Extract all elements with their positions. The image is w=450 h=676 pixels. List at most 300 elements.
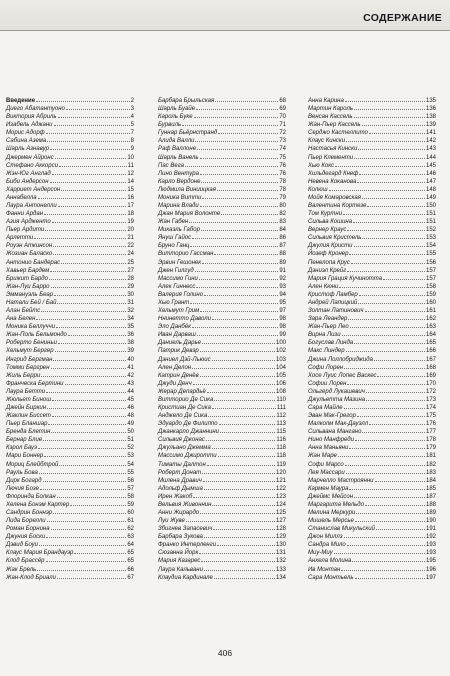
toc-entry-page: 79 [279, 194, 286, 201]
toc-entry-name: Кармен Маура [308, 485, 349, 492]
toc-entry-page: 175 [425, 413, 436, 420]
toc-entry [6, 96, 134, 104]
toc-entry-page: 36 [127, 332, 134, 339]
toc-entry [158, 573, 286, 581]
dot-leader [354, 241, 425, 247]
toc-entry-name: Жозиан Баласко [6, 251, 53, 258]
toc-entry-page: 192 [425, 534, 436, 541]
toc-entry [6, 500, 134, 508]
toc-entry-page: 28 [127, 275, 134, 282]
dot-leader [347, 379, 425, 385]
toc-entry [6, 306, 134, 314]
toc-entry [158, 419, 286, 427]
dot-leader [350, 322, 425, 328]
dot-leader [38, 443, 126, 449]
toc-entry-name: Ана Белен [6, 316, 36, 323]
toc-entry-page: 42 [127, 372, 134, 379]
toc-entry [6, 395, 134, 403]
toc-entry-name: Мойя Комаровская [308, 194, 361, 201]
toc-entry-page: 172 [425, 388, 436, 395]
dot-leader [334, 548, 425, 554]
toc-entry-page: 32 [127, 308, 134, 315]
toc-entry [6, 403, 134, 411]
toc-entry-page: 17 [127, 203, 134, 210]
toc-entry-page: 74 [279, 146, 286, 153]
toc-entry [158, 338, 286, 346]
toc-entry [158, 96, 286, 104]
toc-entry-page: 10 [127, 154, 134, 161]
toc-entry [158, 565, 286, 573]
toc-entry-page: 83 [279, 219, 286, 226]
toc-entry-page: 105 [275, 372, 286, 379]
toc-entry-page: 130 [275, 542, 286, 549]
toc-entry-page: 138 [425, 114, 436, 121]
dot-leader [46, 556, 127, 562]
toc-entry [158, 266, 286, 274]
dot-leader [215, 96, 278, 102]
toc-entry [6, 330, 134, 338]
toc-entry [6, 185, 134, 193]
toc-entry-page: 166 [425, 348, 436, 355]
toc-entry-page: 191 [425, 526, 436, 533]
toc-entry [6, 241, 134, 249]
toc-entry [308, 217, 436, 225]
toc-entry-name: Клаус Мария Брандауэр [6, 550, 74, 557]
toc-entry [308, 330, 436, 338]
dot-leader [203, 476, 275, 482]
dot-leader [346, 468, 425, 474]
toc-entry-page: 116 [276, 437, 286, 444]
dot-leader [358, 144, 425, 150]
toc-entry-name: Жан-Луи Барро [6, 283, 50, 290]
toc-entry-page: 176 [425, 421, 436, 428]
dot-leader [212, 500, 275, 506]
toc-entry [158, 217, 286, 225]
toc-entry-name: Джульетта Мазина [308, 396, 366, 403]
toc-entry-page: 9 [130, 146, 134, 153]
toc-entry [6, 532, 134, 540]
dot-leader [49, 274, 126, 280]
toc-entry [6, 225, 134, 233]
dot-leader [354, 153, 425, 159]
toc-entry [308, 193, 436, 201]
dot-leader [34, 233, 126, 239]
toc-entry-name: Изабель Аджани [6, 122, 53, 129]
toc-entry-name: Франко Интерленги [158, 542, 217, 549]
toc-entry-name: Джон Миллз [308, 534, 343, 541]
toc-entry-name: Вернер Краус [308, 227, 347, 234]
toc-entry-page: 70 [279, 114, 286, 121]
dot-leader [377, 371, 425, 377]
dot-leader [51, 363, 127, 369]
toc-entry-page: 49 [127, 421, 134, 428]
toc-entry-page: 111 [276, 404, 286, 411]
dot-leader [366, 387, 425, 393]
dot-leader [39, 468, 126, 474]
toc-entry-name: Антонио Бандерас [6, 259, 61, 266]
toc-entry [6, 169, 134, 177]
toc-entry-name: Жюльет Бинош [6, 396, 52, 403]
toc-entry-page: 133 [275, 566, 286, 573]
dot-leader [53, 241, 126, 247]
toc-entry-page: 91 [279, 267, 286, 274]
toc-entry-name: Мартин Кароль [308, 106, 353, 113]
toc-entry [158, 258, 286, 266]
toc-entry-page: 131 [275, 550, 286, 557]
toc-entry [158, 306, 286, 314]
toc-entry-page: 182 [425, 461, 436, 468]
toc-entry [6, 484, 134, 492]
toc-entry-name: Роберто Бениньи [6, 340, 57, 347]
toc-entry [158, 161, 286, 169]
toc-entry-page: 110 [276, 396, 286, 403]
toc-entry-name: Роберт Донат [158, 469, 202, 476]
toc-entry [6, 104, 134, 112]
toc-entry-page: 57 [127, 485, 134, 492]
dot-leader [37, 565, 126, 571]
toc-entry [158, 112, 286, 120]
toc-entry [158, 233, 286, 241]
toc-entry-page: 153 [425, 235, 436, 242]
toc-entry-page: 38 [127, 340, 134, 347]
dot-leader [349, 484, 425, 490]
toc-entry [6, 161, 134, 169]
toc-entry-name: Мелина Меркури [308, 509, 356, 516]
dot-leader [200, 169, 278, 175]
dot-leader [192, 233, 278, 239]
dot-leader [52, 411, 126, 417]
toc-entry-page: 87 [279, 243, 286, 250]
toc-entry-page: 164 [425, 332, 436, 339]
dot-leader [200, 153, 279, 159]
dot-leader [335, 161, 425, 167]
toc-entry-name: Валерия Голино [158, 291, 204, 298]
toc-entry-page: 63 [127, 534, 134, 541]
toc-entry-page: 106 [275, 380, 286, 387]
toc-entry-name: Мария Грация Кучинотта [308, 275, 383, 282]
toc-entry-name: Лаура Бетти [6, 388, 46, 395]
toc-entry [308, 524, 436, 532]
toc-entry-page: 165 [425, 340, 436, 347]
toc-entry-name: Богуслав Линда [308, 340, 354, 347]
toc-entry-name: Джан Мария Волонте [158, 211, 221, 218]
toc-entry [158, 500, 286, 508]
toc-entry-name: Патрик Девэр [158, 348, 199, 355]
toc-entry-page: 2 [130, 98, 134, 104]
dot-leader [362, 193, 425, 199]
dot-leader [356, 508, 425, 514]
toc-entry-page: 35 [127, 324, 134, 331]
toc-entry-page: 98 [279, 324, 286, 331]
toc-entry [158, 556, 286, 564]
toc-entry-name: Хосе Луис Лопес Васкес [308, 372, 377, 379]
toc-entry-page: 27 [127, 267, 134, 274]
toc-entry [308, 427, 436, 435]
toc-entry [158, 144, 286, 152]
toc-entry-page: 93 [279, 283, 286, 290]
dot-leader [48, 419, 126, 425]
toc-entry-page: 52 [127, 445, 134, 452]
toc-entry [158, 120, 286, 128]
toc-entry [158, 128, 286, 136]
toc-entry-name: Сильвия Джонас [158, 437, 205, 444]
dot-leader [46, 532, 126, 538]
toc-entry-page: 144 [425, 154, 436, 161]
dot-leader [343, 209, 425, 215]
toc-entry-name: Пас Вега [158, 162, 184, 169]
toc-entry-page: 80 [279, 203, 286, 210]
toc-entry [6, 419, 134, 427]
dot-leader [55, 153, 127, 159]
toc-entry-page: 60 [127, 509, 134, 516]
toc-entry [158, 516, 286, 524]
toc-entry-page: 143 [425, 146, 436, 153]
toc-entry [308, 169, 436, 177]
toc-entry [308, 104, 436, 112]
page-number: 406 [217, 648, 233, 658]
dot-leader [349, 249, 425, 255]
toc-entry [158, 290, 286, 298]
toc-entry [6, 524, 134, 532]
toc-entry-page: 59 [127, 501, 134, 508]
dot-leader [56, 322, 126, 328]
dot-leader [51, 524, 127, 530]
toc-entry-page: 21 [127, 235, 134, 242]
toc-entry-page: 118 [276, 453, 286, 460]
toc-entry-page: 98 [279, 316, 286, 323]
dot-leader [351, 258, 425, 264]
dot-leader [207, 387, 275, 393]
toc-entry [158, 169, 286, 177]
dot-leader [59, 460, 126, 466]
dot-leader [57, 492, 127, 498]
toc-entry-page: 39 [127, 348, 134, 355]
dot-leader [197, 144, 278, 150]
toc-entry-page: 177 [425, 429, 436, 436]
toc-entry [6, 379, 134, 387]
toc-column-1 [6, 96, 134, 581]
toc-entry-page: 41 [127, 364, 134, 371]
toc-entry-name: Сильвана Мангано [308, 429, 362, 436]
toc-entry [308, 128, 436, 136]
toc-entry-page: 76 [279, 162, 286, 169]
toc-entry-name: Вельвия Живоннин [158, 501, 212, 508]
dot-leader [201, 225, 278, 231]
toc-entry-name: Сандра Мило [308, 542, 346, 549]
toc-entry-page: 40 [127, 356, 134, 363]
dot-leader [52, 395, 126, 401]
dot-leader [362, 233, 425, 239]
dot-leader [345, 460, 425, 466]
toc-entry-page: 88 [279, 251, 286, 258]
dot-leader [47, 516, 127, 522]
dot-leader [47, 403, 126, 409]
toc-entry [308, 573, 436, 581]
toc-entry-name: Эло Данбёк [158, 324, 191, 331]
dot-leader [217, 185, 278, 191]
toc-entry-page: 155 [425, 251, 436, 258]
page-title: СОДЕРЖАНИЕ [363, 12, 442, 24]
toc-entry-page: 64 [127, 542, 134, 549]
toc-entry-page: 127 [275, 518, 286, 525]
toc-entry [158, 492, 286, 500]
toc-entry-page: 62 [127, 526, 134, 533]
toc-entry [308, 492, 436, 500]
toc-entry [308, 209, 436, 217]
toc-entry-name: Нино Манфреди [308, 437, 354, 444]
toc-entry [158, 427, 286, 435]
toc-entry-name: Томми Бергрен [6, 364, 50, 371]
toc-entry-name: Иван Дарваш [158, 332, 196, 339]
toc-entry-name: Эрвин Гешонек [158, 259, 202, 266]
toc-entry-page: 142 [425, 138, 436, 145]
toc-entry-name: Колюш [308, 186, 328, 193]
dot-leader [54, 290, 126, 296]
toc-entry-name: Адольф Дымша [158, 485, 203, 492]
toc-entry-page: 121 [275, 477, 286, 484]
toc-entry-name: Жан-Пьер Кассель [308, 122, 361, 129]
toc-entry-page: 14 [127, 178, 134, 185]
toc-entry-name: Мария Казарес [158, 558, 201, 565]
toc-entry-page: 82 [279, 211, 286, 218]
toc-entry [308, 460, 436, 468]
toc-entry-name: Барбара Зукова [158, 534, 203, 541]
dot-leader [367, 201, 425, 207]
toc-entry-name: Мари Боннер [6, 453, 44, 460]
toc-entry-name: Пьер Бланшар [6, 421, 48, 428]
toc-entry [308, 298, 436, 306]
dot-leader [212, 314, 278, 320]
dot-leader [68, 330, 126, 336]
toc-entry-page: 104 [275, 364, 286, 371]
dot-leader [212, 403, 276, 409]
toc-entry-name: Лючия Бозе [6, 485, 39, 492]
dot-leader [52, 169, 127, 175]
toc-entry-page: 53 [127, 453, 134, 460]
dot-leader [43, 476, 127, 482]
toc-entry [308, 177, 436, 185]
dot-leader [200, 201, 279, 207]
toc-entry [158, 443, 286, 451]
toc-entry [6, 565, 134, 573]
toc-entry [308, 258, 436, 266]
toc-entry [308, 136, 436, 144]
toc-entry [308, 233, 436, 241]
toc-entry-name: Моника Беллуччи [6, 324, 56, 331]
toc-entry-name: Витторио Гассман [158, 251, 214, 258]
toc-entry-name: Миу-Миу [308, 550, 333, 557]
toc-entry-page: 97 [279, 308, 286, 315]
dot-leader [36, 96, 130, 102]
dot-leader [50, 144, 130, 150]
dot-leader [366, 395, 425, 401]
dot-leader [202, 193, 278, 199]
toc-entry-name: Джанкарло Джаннини [158, 429, 220, 436]
dot-leader [51, 282, 127, 288]
toc-entry [158, 241, 286, 249]
dot-leader [206, 435, 276, 441]
toc-entry [6, 144, 134, 152]
toc-entry-name: Джульано Джемма [158, 445, 211, 452]
toc-entry-page: 50 [127, 429, 134, 436]
toc-entry-name: Невена Коканова [308, 178, 357, 185]
toc-entry [6, 217, 134, 225]
toc-entry-page: 4 [130, 114, 134, 121]
toc-entry-name: Бурвиль [158, 122, 182, 129]
toc-entry-page: 92 [279, 275, 286, 282]
toc-entry-page: 69 [279, 106, 286, 113]
toc-entry [158, 371, 286, 379]
toc-entry-name: Брижит Бардо [6, 275, 48, 282]
dot-leader [374, 355, 425, 361]
toc-entry-name: Хелена Бонэм Картер [6, 501, 70, 508]
toc-entry [6, 153, 134, 161]
toc-entry-name: Ольгерд Лукашевич [308, 388, 365, 395]
toc-entry-name: Роман Борнина [6, 526, 50, 533]
dot-leader [212, 443, 276, 449]
dot-leader [329, 185, 425, 191]
dot-leader [348, 314, 425, 320]
toc-entry-page: 65 [127, 550, 134, 557]
toc-entry [308, 500, 436, 508]
dot-leader [193, 379, 275, 385]
toc-entry [6, 274, 134, 282]
toc-entry [158, 411, 286, 419]
dot-leader [354, 104, 425, 110]
toc-entry-name: Жаклин Биссет [6, 413, 51, 420]
toc-entry-page: 48 [127, 413, 134, 420]
toc-entry [6, 209, 134, 217]
dot-leader [212, 355, 275, 361]
toc-entry-page: 167 [425, 356, 436, 363]
toc-entry [158, 209, 286, 217]
dot-leader [213, 524, 275, 530]
toc-entry-page: 99 [279, 332, 286, 339]
dot-leader [204, 290, 278, 296]
toc-entry-name: Лаура Антонелли [6, 203, 57, 210]
dot-leader [200, 306, 278, 312]
dot-leader [359, 290, 425, 296]
toc-entry-name: Алек Гиннесс [158, 283, 196, 290]
toc-entry-name: Дэвид Боуи [6, 542, 39, 549]
toc-entry [6, 112, 134, 120]
toc-entry-name: Тиматы Далтон [158, 461, 206, 468]
toc-entry-page: 141 [425, 130, 436, 137]
toc-entry-name: Сара Монтьель [308, 574, 354, 581]
toc-entry-name: Роуэн Аткинсон [6, 243, 53, 250]
toc-entry [158, 322, 286, 330]
toc-entry-name: Клод Брассёр [6, 558, 45, 565]
dot-leader [38, 193, 127, 199]
toc-entry-name: Введение [6, 98, 36, 104]
toc-entry-name: Макс Линдер [308, 348, 345, 355]
dot-leader [218, 128, 278, 134]
toc-entry [158, 330, 286, 338]
toc-entry-name: Виктория Абриль [6, 114, 57, 121]
toc-entry [158, 193, 286, 201]
dot-leader [185, 161, 278, 167]
toc-entry-name: Моника Витти [158, 194, 202, 201]
toc-entry-name: Зара Леандер [308, 316, 348, 323]
dot-leader [204, 532, 275, 538]
toc-entry-name: Ив Монтан [308, 566, 341, 573]
dot-leader [54, 120, 130, 126]
dot-leader [354, 112, 425, 118]
toc-entry [308, 484, 436, 492]
toc-entry-name: Валентина Кортезе [308, 203, 367, 210]
dot-leader [50, 177, 127, 183]
toc-entry-page: 149 [425, 194, 436, 201]
